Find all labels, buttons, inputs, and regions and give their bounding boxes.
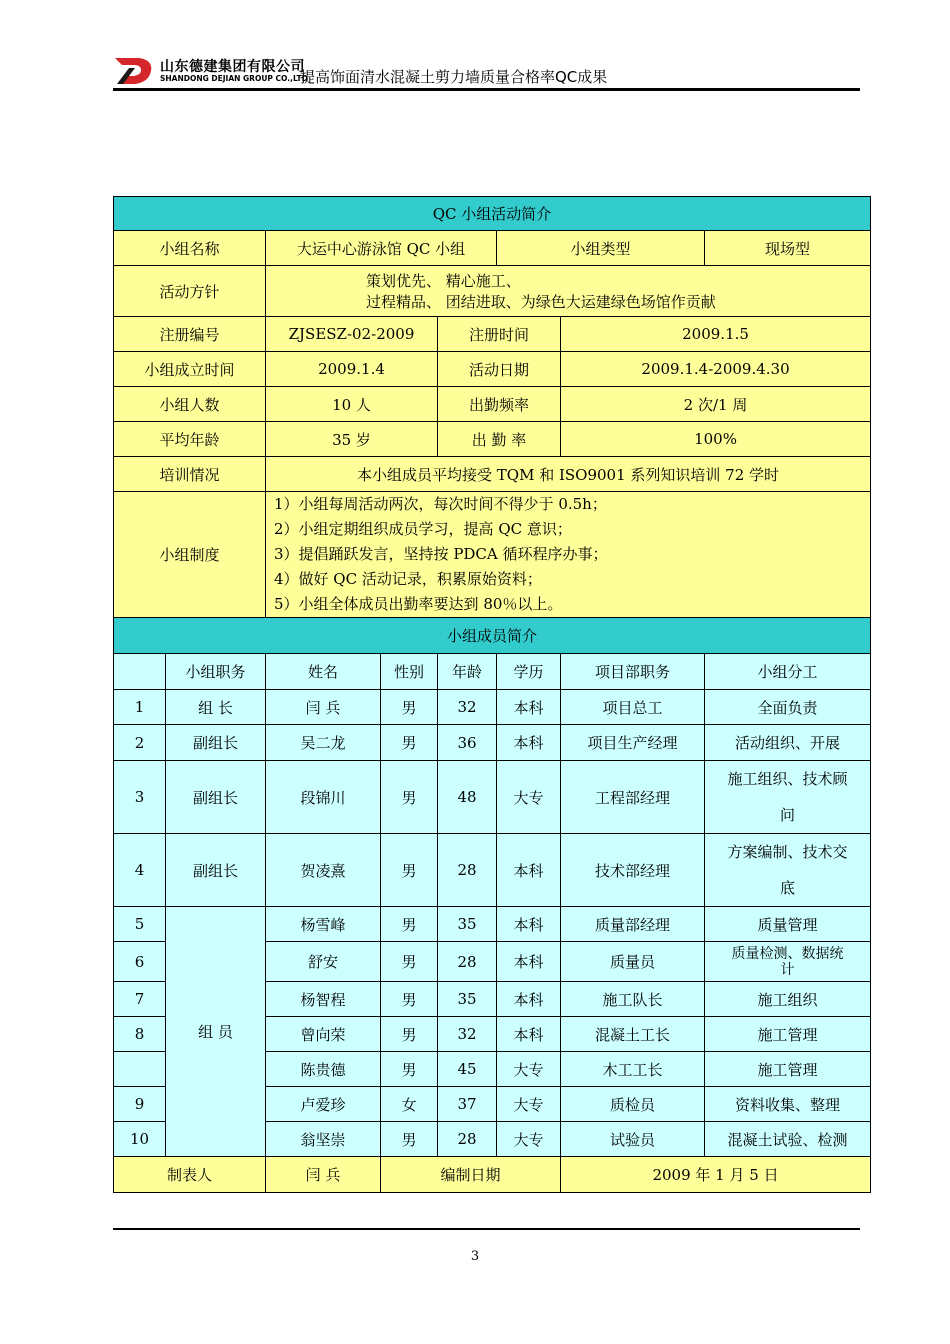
cell-edu: 大专 bbox=[497, 1087, 561, 1122]
cell-duty: 混凝土试验、检测 bbox=[705, 1122, 871, 1157]
table-row bbox=[114, 907, 871, 942]
cell-no: 5 bbox=[114, 907, 166, 942]
cell-role: 副组长 bbox=[166, 834, 266, 907]
duty-line-1: 质量检测、数据统 bbox=[731, 945, 844, 962]
group-type-value: 现场型 bbox=[705, 231, 871, 266]
footer-rule bbox=[113, 1228, 860, 1230]
compile-date-value: 2009 年 1 月 5 日 bbox=[561, 1157, 871, 1193]
cell-edu: 本科 bbox=[497, 942, 561, 982]
cell-post: 质量部经理 bbox=[561, 907, 705, 942]
table-row bbox=[114, 834, 871, 907]
cell-sex: 男 bbox=[381, 907, 438, 942]
rule-item: 4）做好 QC 活动记录，积累原始资料； bbox=[274, 570, 542, 588]
cell-post: 施工队长 bbox=[561, 982, 705, 1017]
cell-no: 4 bbox=[114, 834, 166, 907]
cell-name: 闫 兵 bbox=[266, 690, 381, 725]
rules-list bbox=[266, 492, 871, 618]
reg-no-value: ZJSESZ-02-2009 bbox=[266, 317, 438, 352]
col-header-duty: 小组分工 bbox=[705, 654, 871, 690]
cell-no: 8 bbox=[114, 1017, 166, 1052]
duty-line-2: 计 bbox=[780, 961, 795, 978]
col-header-name: 姓名 bbox=[266, 654, 381, 690]
avg-age-value: 35 岁 bbox=[266, 422, 438, 457]
cell-sex: 男 bbox=[381, 1017, 438, 1052]
cell-post: 混凝土工长 bbox=[561, 1017, 705, 1052]
duty-line-1: 施工组织、技术顾 bbox=[727, 770, 848, 788]
policy-label: 活动方针 bbox=[114, 266, 266, 317]
table-row bbox=[114, 725, 871, 761]
training-value: 本小组成员平均接受 TQM 和 ISO9001 系列知识培训 72 学时 bbox=[266, 457, 871, 492]
cell-sex: 男 bbox=[381, 1052, 438, 1087]
cell-no: 3 bbox=[114, 761, 166, 834]
cell-no: 7 bbox=[114, 982, 166, 1017]
group-type-label: 小组类型 bbox=[497, 231, 705, 266]
rule-item: 3）提倡踊跃发言，坚持按 PDCA 循环程序办事； bbox=[274, 545, 608, 563]
cell-name: 段锦川 bbox=[266, 761, 381, 834]
document-title: 提高饰面清水混凝土剪力墙质量合格率QC成果 bbox=[300, 68, 608, 86]
cell-sex: 男 bbox=[381, 761, 438, 834]
activity-date-label: 活动日期 bbox=[438, 352, 561, 387]
header-rule bbox=[113, 88, 860, 91]
cell-edu: 本科 bbox=[497, 907, 561, 942]
cell-no: 6 bbox=[114, 942, 166, 982]
frequency-label: 出勤频率 bbox=[438, 387, 561, 422]
table-row bbox=[114, 761, 871, 834]
maker-value: 闫 兵 bbox=[266, 1157, 381, 1193]
activity-date-value: 2009.1.4-2009.4.30 bbox=[561, 352, 871, 387]
cell-no: 10 bbox=[114, 1122, 166, 1157]
policy-line-2: 过程精品、 团结进取、为绿色大运建绿色场馆作贡献 bbox=[366, 293, 716, 311]
cell-edu: 大专 bbox=[497, 761, 561, 834]
cell-duty: 活动组织、开展 bbox=[705, 725, 871, 761]
cell-name: 吴二龙 bbox=[266, 725, 381, 761]
compile-date-label: 编制日期 bbox=[381, 1157, 561, 1193]
cell-role: 副组长 bbox=[166, 761, 266, 834]
table-row bbox=[114, 690, 871, 725]
reg-no-label: 注册编号 bbox=[114, 317, 266, 352]
company-name-cn: 山东德建集团有限公司 bbox=[160, 59, 305, 75]
cell-sex: 男 bbox=[381, 690, 438, 725]
qc-intro-table bbox=[113, 196, 871, 1193]
cell-name: 翁坚崇 bbox=[266, 1122, 381, 1157]
rules-label: 小组制度 bbox=[114, 492, 266, 618]
cell-sex: 女 bbox=[381, 1087, 438, 1122]
cell-post: 工程部经理 bbox=[561, 761, 705, 834]
duty-line-2: 问 bbox=[780, 806, 796, 824]
cell-sex: 男 bbox=[381, 1122, 438, 1157]
cell-sex: 男 bbox=[381, 982, 438, 1017]
cell-duty: 施工组织 bbox=[705, 982, 871, 1017]
cell-sex: 男 bbox=[381, 942, 438, 982]
cell-duty: 质量管理 bbox=[705, 907, 871, 942]
cell-edu: 本科 bbox=[497, 1017, 561, 1052]
cell-post: 项目总工 bbox=[561, 690, 705, 725]
cell-age: 37 bbox=[438, 1087, 497, 1122]
cell-edu: 本科 bbox=[497, 690, 561, 725]
cell-age: 35 bbox=[438, 982, 497, 1017]
cell-duty: 资料收集、整理 bbox=[705, 1087, 871, 1122]
reg-time-label: 注册时间 bbox=[438, 317, 561, 352]
company-logo bbox=[113, 54, 157, 88]
rule-item: 1）小组每周活动两次，每次时间不得少于 0.5h； bbox=[274, 495, 607, 513]
cell-sex: 男 bbox=[381, 834, 438, 907]
cell-role: 副组长 bbox=[166, 725, 266, 761]
group-name-label: 小组名称 bbox=[114, 231, 266, 266]
cell-name: 舒安 bbox=[266, 942, 381, 982]
cell-edu: 本科 bbox=[497, 834, 561, 907]
frequency-value: 2 次/1 周 bbox=[561, 387, 871, 422]
group-name-value: 大运中心游泳馆 QC 小组 bbox=[266, 231, 497, 266]
cell-post: 木工工长 bbox=[561, 1052, 705, 1087]
cell-no: 1 bbox=[114, 690, 166, 725]
cell-post: 试验员 bbox=[561, 1122, 705, 1157]
policy-line-1: 策划优先、 精心施工、 bbox=[366, 272, 521, 290]
col-header-role: 小组职务 bbox=[166, 654, 266, 690]
col-header-age: 年龄 bbox=[438, 654, 497, 690]
cell-duty: 全面负责 bbox=[705, 690, 871, 725]
cell-edu: 大专 bbox=[497, 1052, 561, 1087]
cell-age: 28 bbox=[438, 942, 497, 982]
members-title: 小组成员简介 bbox=[114, 618, 871, 654]
cell-edu: 大专 bbox=[497, 1122, 561, 1157]
cell-name: 贺凌熹 bbox=[266, 834, 381, 907]
training-label: 培训情况 bbox=[114, 457, 266, 492]
founded-label: 小组成立时间 bbox=[114, 352, 266, 387]
founded-value: 2009.1.4 bbox=[266, 352, 438, 387]
cell-age: 28 bbox=[438, 1122, 497, 1157]
cell-post: 项目生产经理 bbox=[561, 725, 705, 761]
cell-name: 杨智程 bbox=[266, 982, 381, 1017]
cell-duty: 施工管理 bbox=[705, 1052, 871, 1087]
cell-name: 杨雪峰 bbox=[266, 907, 381, 942]
cell-no bbox=[114, 1052, 166, 1087]
reg-time-value: 2009.1.5 bbox=[561, 317, 871, 352]
members-count-label: 小组人数 bbox=[114, 387, 266, 422]
cell-age: 28 bbox=[438, 834, 497, 907]
cell-no: 9 bbox=[114, 1087, 166, 1122]
cell-duty bbox=[705, 834, 871, 907]
policy-value bbox=[266, 266, 871, 317]
cell-age: 32 bbox=[438, 1017, 497, 1052]
cell-duty bbox=[705, 761, 871, 834]
cell-role: 组 长 bbox=[166, 690, 266, 725]
col-header-edu: 学历 bbox=[497, 654, 561, 690]
rule-item: 2）小组定期组织成员学习，提高 QC 意识； bbox=[274, 520, 572, 538]
rule-item: 5）小组全体成员出勤率要达到 80％以上。 bbox=[274, 595, 563, 613]
cell-age: 32 bbox=[438, 690, 497, 725]
cell-duty: 施工管理 bbox=[705, 1017, 871, 1052]
cell-name: 曾向荣 bbox=[266, 1017, 381, 1052]
attendance-value: 100% bbox=[561, 422, 871, 457]
cell-duty bbox=[705, 942, 871, 982]
cell-age: 35 bbox=[438, 907, 497, 942]
cell-age: 36 bbox=[438, 725, 497, 761]
cell-post: 质量员 bbox=[561, 942, 705, 982]
page-number: 3 bbox=[470, 1249, 480, 1264]
members-count-value: 10 人 bbox=[266, 387, 438, 422]
cell-edu: 本科 bbox=[497, 982, 561, 1017]
company-name-en: SHANDONG DEJIAN GROUP CO.,LTD bbox=[160, 74, 308, 83]
cell-sex: 男 bbox=[381, 725, 438, 761]
cell-edu: 本科 bbox=[497, 725, 561, 761]
intro-title: QC 小组活动简介 bbox=[114, 197, 871, 231]
cell-post: 质检员 bbox=[561, 1087, 705, 1122]
maker-label: 制表人 bbox=[114, 1157, 266, 1193]
cell-age: 48 bbox=[438, 761, 497, 834]
cell-name: 卢爱珍 bbox=[266, 1087, 381, 1122]
cell-no: 2 bbox=[114, 725, 166, 761]
duty-line-1: 方案编制、技术交 bbox=[727, 843, 848, 861]
duty-line-2: 底 bbox=[780, 879, 796, 897]
cell-name: 陈贵德 bbox=[266, 1052, 381, 1087]
col-header-sex: 性别 bbox=[381, 654, 438, 690]
col-header-post: 项目部职务 bbox=[561, 654, 705, 690]
cell-age: 45 bbox=[438, 1052, 497, 1087]
avg-age-label: 平均年龄 bbox=[114, 422, 266, 457]
col-header-no bbox=[114, 654, 166, 690]
cell-role-group-members: 组 员 bbox=[166, 907, 266, 1157]
attendance-label: 出 勤 率 bbox=[438, 422, 561, 457]
cell-post: 技术部经理 bbox=[561, 834, 705, 907]
page-header bbox=[113, 48, 860, 92]
